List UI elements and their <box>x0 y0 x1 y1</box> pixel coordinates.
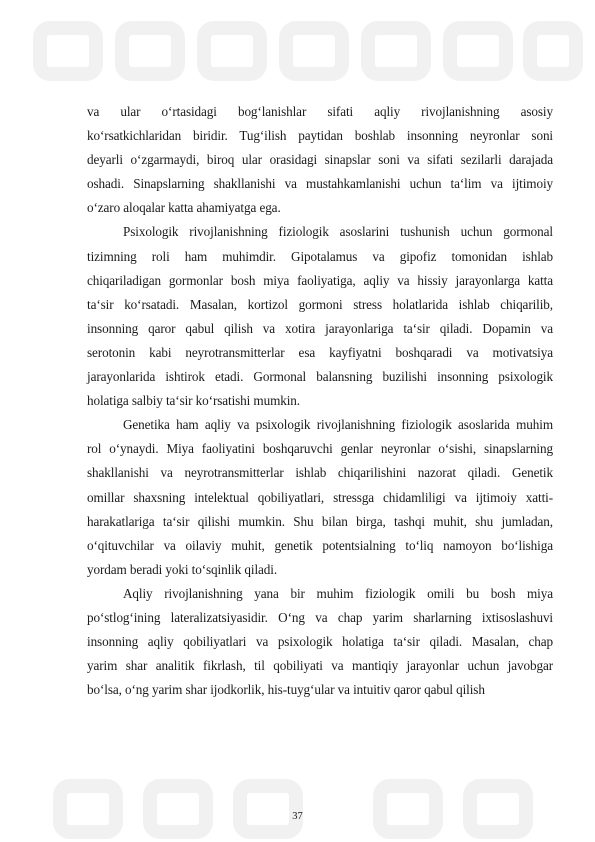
text-line: Aqliy rivojlanishning yana bir muhim fiziologik omili bu bosh miya <box>123 585 553 601</box>
text-line: ko‘rsatkichlaridan biridir. Tug‘ilish paytidan boshlab insonning neyronlar soni <box>87 128 553 144</box>
text-line: va ular o‘rtasidagi bog‘lanishlar sifati aqliy rivojlanishning asosiy <box>87 104 553 119</box>
text-line: serotonin kabi neyrotransmitterlar esa kayfiyatni boshqaradi va motivatsiya <box>87 344 553 360</box>
text-line: insonning aqliy qobiliyatlari va psixologik holatiga ta‘sir qiladi. Masalan, chap <box>87 634 553 650</box>
text-line: insonning qaror qabul qilish va xotira jarayonlariga ta‘sir qiladi. Dopamin va <box>87 320 553 336</box>
text-line: Psixologik rivojlanishning fiziologik asoslarini tushunish uchun gormonal <box>123 224 553 240</box>
text-line: shakllanishi va neyrotransmitterlar ishlab chiqarilishini nazorat qiladi. Genetik <box>87 465 553 481</box>
text-line: omillar shaxsning intelektual qobiliyatlari, stressga chidamliligi va ijtimoiy xatti- <box>87 489 553 505</box>
paragraph <box>87 220 553 413</box>
text-line: tizimning roli ham muhimdir. Gipotalamus va gipofiz tomonidan ishlab <box>87 248 553 264</box>
text-line: po‘stlog‘ining lateralizatsiyasidir. O‘ng va chap yarim sharlarning ixtisoslashuvi <box>87 609 553 625</box>
paragraph <box>87 413 553 582</box>
text-line: Genetika ham aqliy va psixologik rivojlanishning fiziologik asoslarida muhim <box>123 417 553 433</box>
text-line: holatiga salbiy ta‘sir ko‘rsatishi mumkin. <box>87 393 300 409</box>
text-line: jarayonlarida ishtirok etadi. Gormonal balansning buzilishi insonning psixologik <box>87 369 553 385</box>
text-line: deyarli o‘zgarmaydi, biroq ular orasidagi sinapslar soni va sifati sezilarli darajada <box>87 152 553 168</box>
text-line: harakatlariga ta‘sir qilishi mumkin. Shu bilan birga, tashqi muhit, shu jumladan, <box>87 513 553 529</box>
text-line: yarim shar analitik fikrlash, til qobiliyati va mantiqiy jarayonlar uchun javobgar <box>87 658 553 674</box>
text-line: yordam beradi yoki to‘sqinlik qiladi. <box>87 561 278 577</box>
document-body <box>87 100 553 702</box>
text-line: rol o‘ynaydi. Miya faoliyatini boshqaruvchi genlar neyronlar o‘sishi, sinapslarning <box>87 441 553 457</box>
text-line: bo‘lsa, o‘ng yarim shar ijodkorlik, his-tuyg‘ular va intuitiv qaror qabul qilish <box>87 682 485 698</box>
text-line: ta‘sir ko‘rsatadi. Masalan, kortizol gormoni stress holatlarida ishlab chiqarilib, <box>87 296 553 312</box>
paragraph <box>87 582 553 702</box>
text-line: o‘zaro aloqalar katta ahamiyatga ega. <box>87 200 281 216</box>
paragraph <box>87 100 553 220</box>
text-line: chiqariladigan gormonlar bosh miya faoliyatiga, aqliy va hissiy jarayonlarga katta <box>87 272 553 288</box>
page-number: 37 <box>292 811 303 822</box>
text-line: oshadi. Sinapslarning shakllanishi va mustahkamlanishi uchun ta‘lim va ijtimoiy <box>87 176 553 192</box>
text-line: o‘qituvchilar va oilaviy muhit, genetik potentsialning to‘liq namoyon bo‘lishiga <box>87 537 553 553</box>
